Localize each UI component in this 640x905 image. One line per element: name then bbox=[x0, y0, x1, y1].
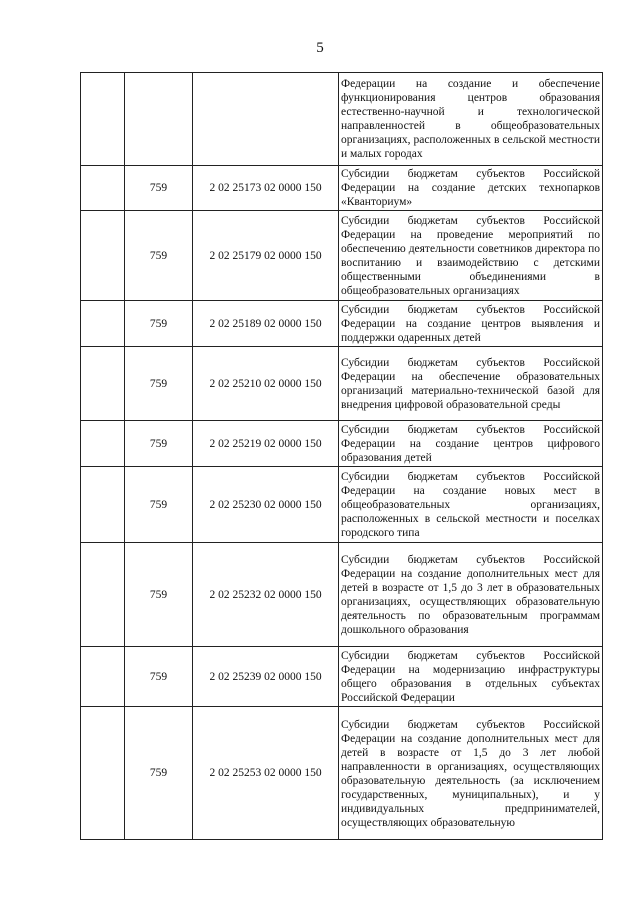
admin-code-cell: 759 bbox=[125, 347, 193, 421]
table-row bbox=[81, 211, 603, 301]
number-cell bbox=[81, 166, 125, 211]
income-code-cell: 2 02 25210 02 0000 150 bbox=[193, 347, 339, 421]
table-row bbox=[81, 421, 603, 467]
description-cell: Федерации на создание и обеспечение функционирования центров образования естественно-научной и технологической направленностей в общеобразовательных организациях, расположенных в сельской местности и малых городах bbox=[339, 73, 603, 166]
admin-code-cell bbox=[125, 73, 193, 166]
table-row bbox=[81, 73, 603, 166]
page-number: 5 bbox=[316, 40, 324, 56]
table-row bbox=[81, 301, 603, 347]
admin-code-cell: 759 bbox=[125, 467, 193, 543]
number-cell bbox=[81, 543, 125, 647]
admin-code-cell: 759 bbox=[125, 543, 193, 647]
description-cell: Субсидии бюджетам субъектов Российской Федерации на создание центров выявления и поддержки одаренных детей bbox=[339, 301, 603, 347]
number-cell bbox=[81, 73, 125, 166]
admin-code-cell: 759 bbox=[125, 421, 193, 467]
income-code-cell: 2 02 25239 02 0000 150 bbox=[193, 647, 339, 707]
description-cell: Субсидии бюджетам субъектов Российской Федерации на обеспечение образовательных организаций материально-технической базой для внедрения цифровой образовательной среды bbox=[339, 347, 603, 421]
number-cell bbox=[81, 467, 125, 543]
description-cell: Субсидии бюджетам субъектов Российской Федерации на создание дополнительных мест для детей в возрасте от 1,5 до 3 лет любой направленности в организациях, осуществляющих образовательную деятельность (за исключением государственных, муниципальных), и у индивидуальных предпринимателей, осуществляющих образовательную bbox=[339, 707, 603, 840]
table-row bbox=[81, 166, 603, 211]
income-code-cell: 2 02 25189 02 0000 150 bbox=[193, 301, 339, 347]
number-cell bbox=[81, 301, 125, 347]
table-row bbox=[81, 707, 603, 840]
table-row bbox=[81, 543, 603, 647]
table-row bbox=[81, 647, 603, 707]
table-row bbox=[81, 467, 603, 543]
income-code-cell: 2 02 25219 02 0000 150 bbox=[193, 421, 339, 467]
number-cell bbox=[81, 647, 125, 707]
number-cell bbox=[81, 421, 125, 467]
income-code-cell: 2 02 25173 02 0000 150 bbox=[193, 166, 339, 211]
admin-code-cell: 759 bbox=[125, 301, 193, 347]
income-code-cell: 2 02 25232 02 0000 150 bbox=[193, 543, 339, 647]
income-code-cell: 2 02 25230 02 0000 150 bbox=[193, 467, 339, 543]
description-cell: Субсидии бюджетам субъектов Российской Федерации на проведение мероприятий по обеспечению деятельности советников директора по воспитанию и взаимодействию с детскими общественными объединениями в общеобразовательных организациях bbox=[339, 211, 603, 301]
admin-code-cell: 759 bbox=[125, 211, 193, 301]
admin-code-cell: 759 bbox=[125, 166, 193, 211]
table-row bbox=[81, 347, 603, 421]
description-cell: Субсидии бюджетам субъектов Российской Федерации на создание детских технопарков «Кванториум» bbox=[339, 166, 603, 211]
admin-code-cell: 759 bbox=[125, 647, 193, 707]
number-cell bbox=[81, 707, 125, 840]
table-body bbox=[81, 73, 603, 840]
description-cell: Субсидии бюджетам субъектов Российской Федерации на создание новых мест в общеобразовательных организациях, расположенных в сельской местности и поселках городского типа bbox=[339, 467, 603, 543]
admin-code-cell: 759 bbox=[125, 707, 193, 840]
description-cell: Субсидии бюджетам субъектов Российской Федерации на создание дополнительных мест для детей в возрасте от 1,5 до 3 лет в образовательных организациях, осуществляющих образовательную деятельность по образовательным программам дошкольного образования bbox=[339, 543, 603, 647]
number-cell bbox=[81, 347, 125, 421]
description-cell: Субсидии бюджетам субъектов Российской Федерации на модернизацию инфраструктуры общего образования в отдельных субъектах Российской Федерации bbox=[339, 647, 603, 707]
income-code-cell bbox=[193, 73, 339, 166]
number-cell bbox=[81, 211, 125, 301]
income-code-cell: 2 02 25179 02 0000 150 bbox=[193, 211, 339, 301]
income-code-cell: 2 02 25253 02 0000 150 bbox=[193, 707, 339, 840]
budget-income-table bbox=[80, 72, 603, 840]
description-cell: Субсидии бюджетам субъектов Российской Федерации на создание центров цифрового образования детей bbox=[339, 421, 603, 467]
